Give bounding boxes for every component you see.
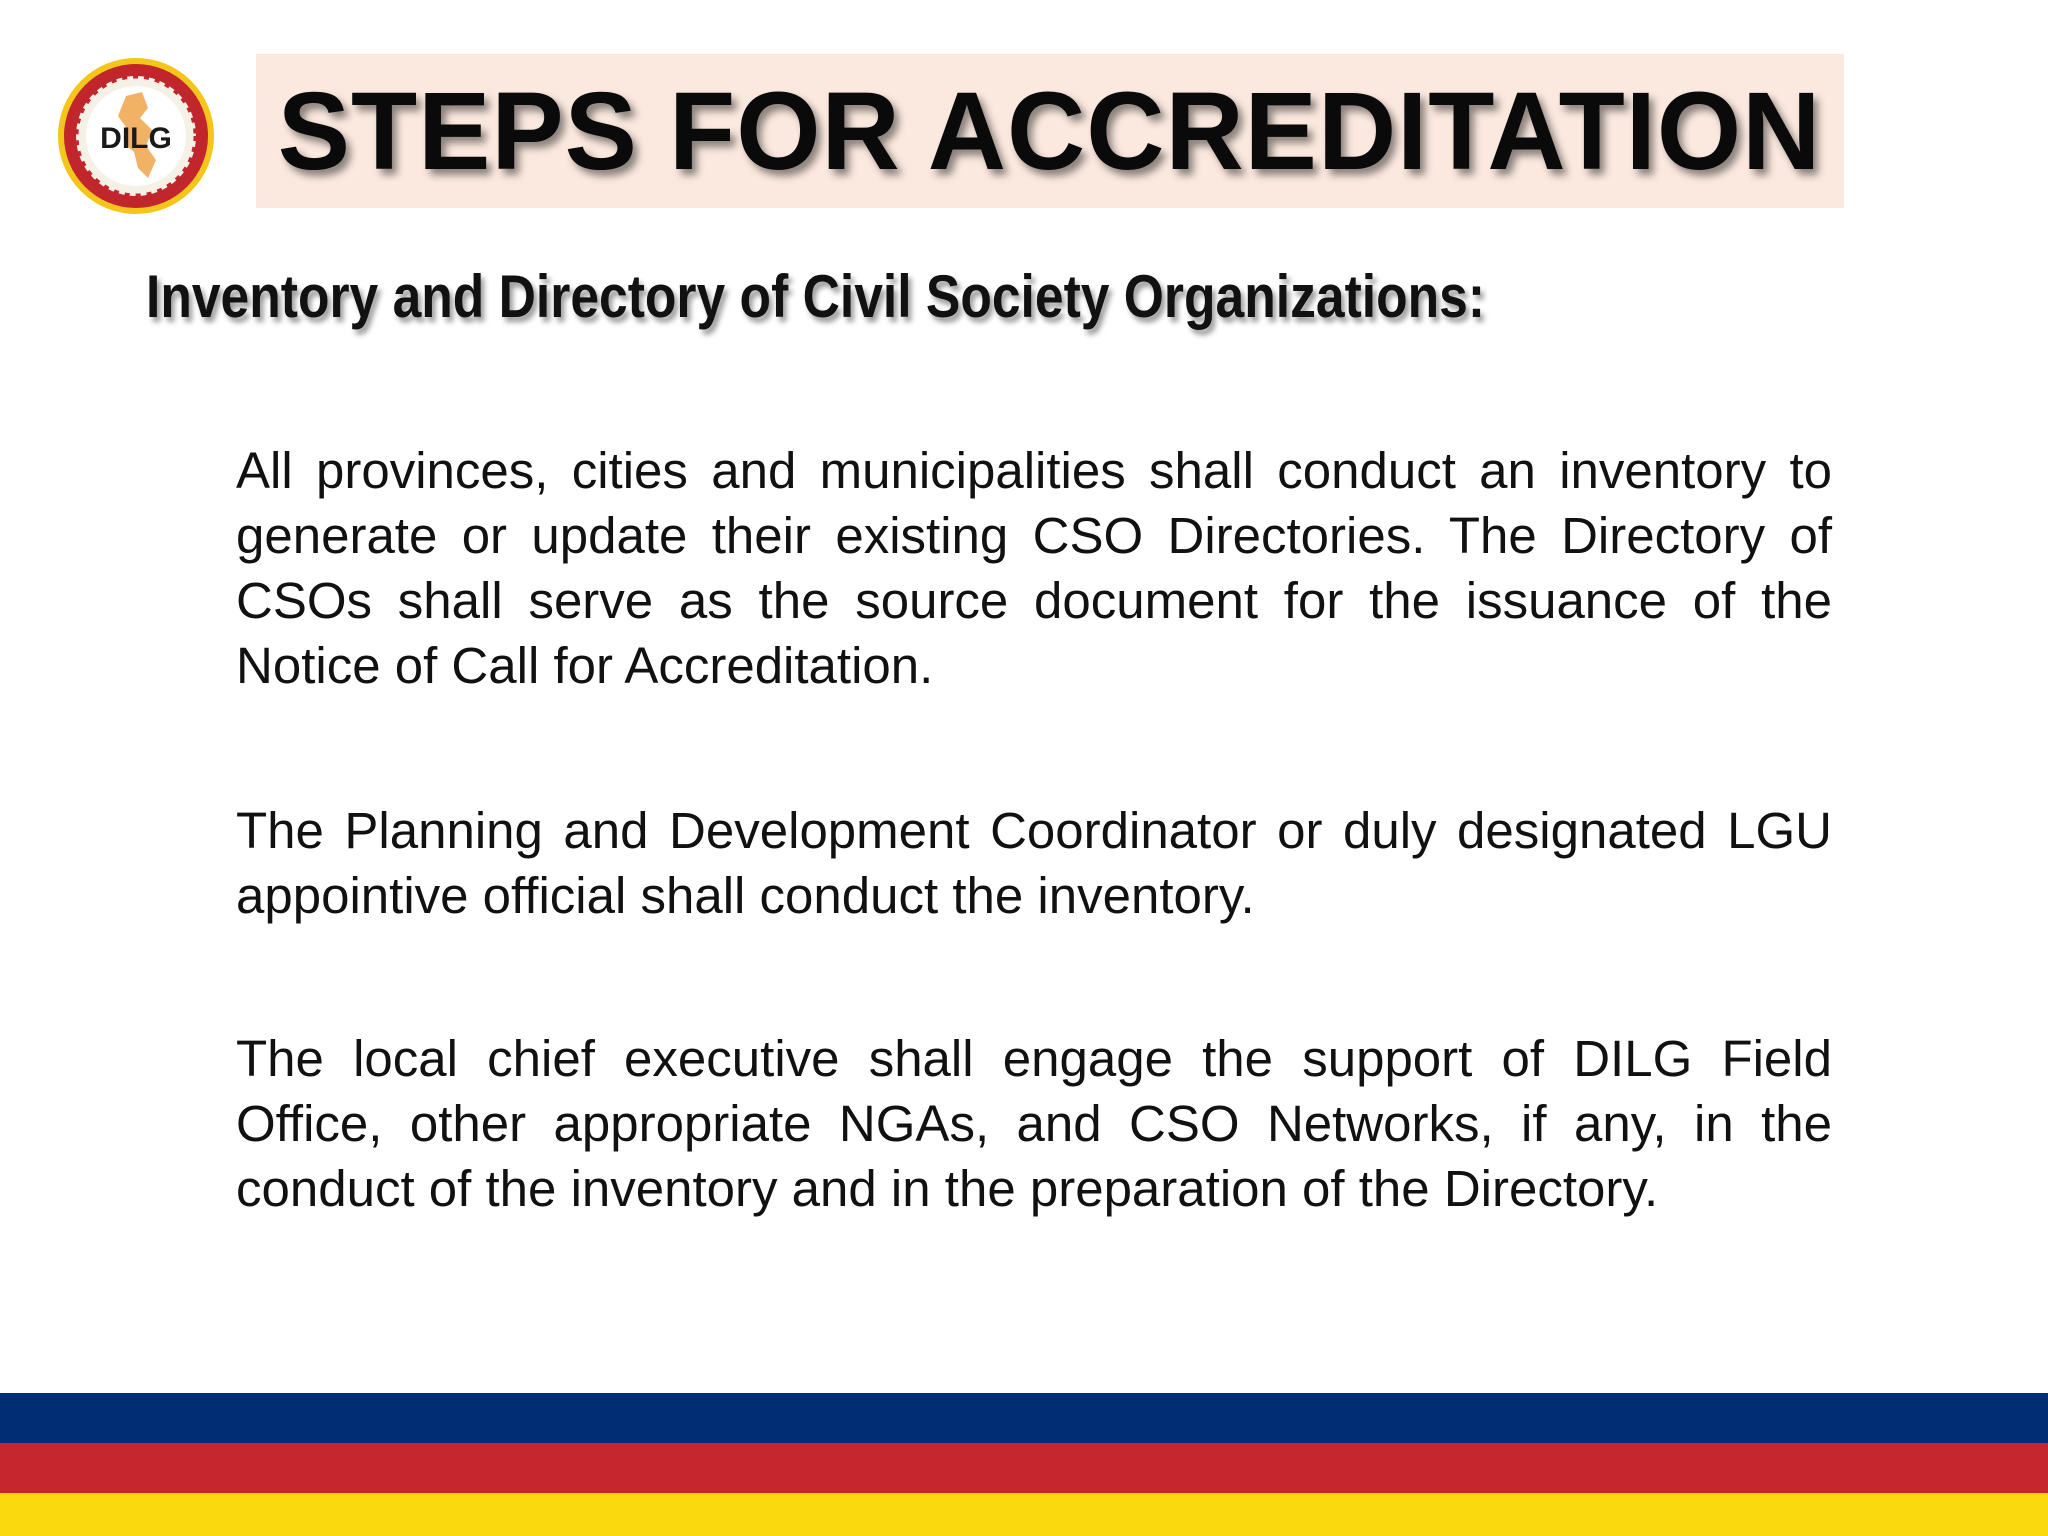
paragraph-inventory: All provinces, cities and municipalities shall conduct an inventory to generate or update their existing CSO Directories. The Directory of CSOs shall serve as the source document for the issuance of the Notice of Call for Accreditation. [236,442,1832,694]
title-banner [256,54,1844,208]
page-title: STEPS FOR ACCREDITATION [278,69,1822,193]
paragraph-coordinator: The Planning and Development Coordinator or duly designated LGU appointive official shall conduct the inventory. [236,802,1832,924]
stripe-yellow [0,1493,2048,1536]
paragraph-chief-executive: The local chief executive shall engage the support of DILG Field Office, other appropriate NGAs, and CSO Networks, if any, in the conduct of the inventory and in the preparation of the Directory. [236,1030,1832,1217]
section-heading: Inventory and Directory of Civil Society Organizations: [146,263,1486,330]
stripe-red [0,1443,2048,1493]
stripe-blue [0,1393,2048,1443]
logo-text: DILG [100,122,172,155]
dilg-seal-icon [56,56,216,216]
